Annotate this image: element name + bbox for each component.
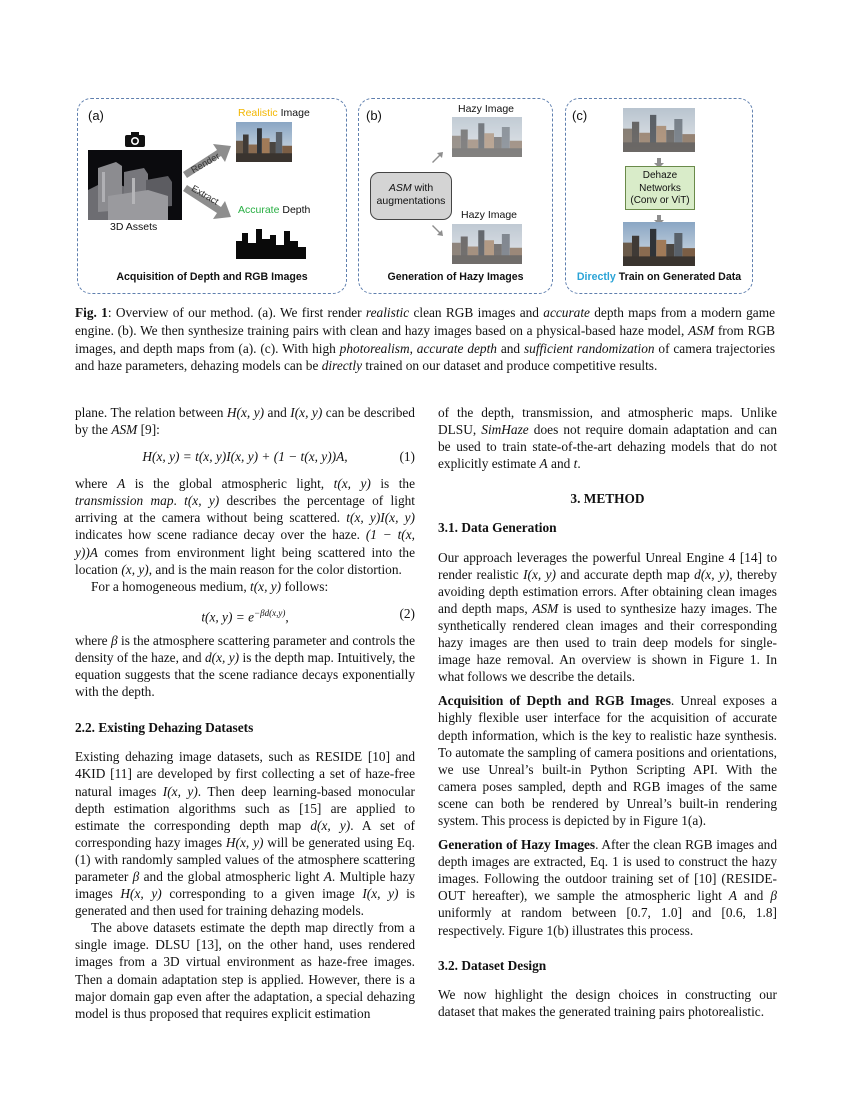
caption-em: photorealism — [339, 340, 410, 356]
left-paragraph-2: where A is the global atmospheric light, t(x, y) is the transmission map. t(x, y) describes the percentage of light arriving at the camera without being scattered. t(x, y)I(x, y) indicates how scene radiance decay over the haze. (1 − t(x, y))A comes from environment light being scattered into the location (x, y), and is the main reason for the color distortion. — [75, 476, 416, 577]
equation-2-number: (2) — [399, 605, 415, 621]
section-2-2-heading: 2.2. Existing Dehazing Datasets — [75, 720, 254, 736]
left-paragraph-6: The above datasets estimate the depth map directly from a single image. DLSU [13], on the other hand, uses rendered images from a 3D virtual environment as haze-free images. Then a domain adaptation step is applied. However, there is a major domain gap even after the adaptation, a special dehazing model is thus proposed that requires explicit estimation — [75, 920, 415, 1021]
equation-2-body: t(x, y) = e — [201, 609, 255, 625]
output-clean-image — [623, 222, 695, 266]
left-paragraph-4: where β is the atmosphere scattering parameter and controls the density of the haze, and d(x, y) is the depth map. Intuitively, the equation suggests that the scene radiance decays exponentially with the depth. — [75, 632, 416, 700]
panel-c-caption — [565, 271, 753, 283]
left-paragraph-3: For a homogeneous medium, t(x, y) follows: — [91, 578, 329, 594]
caption-text: and — [496, 340, 524, 356]
asm-with: with — [414, 182, 434, 194]
realistic-image-label — [238, 107, 310, 119]
section-3-2-heading: 3.2. Dataset Design — [438, 957, 547, 973]
panel-c-caption-rest: Train on Generated Data — [618, 271, 742, 283]
realistic-image — [236, 122, 292, 162]
right-column — [438, 404, 777, 1020]
hazy-image-top — [452, 117, 522, 157]
panel-b-tag: (b) — [366, 108, 382, 123]
realistic-word: Realistic — [238, 107, 278, 119]
left-column — [75, 404, 415, 1022]
caption-em: accurate — [543, 305, 590, 320]
accurate-depth-label — [238, 204, 310, 216]
asm-word: ASM — [388, 182, 412, 194]
figure-caption — [75, 304, 775, 375]
caption-em: directly — [321, 358, 363, 374]
caption-text: : Overview of our method. (a). We first render — [107, 305, 366, 320]
hazy-image-bottom-label: Hazy Image — [461, 209, 518, 221]
section-3-heading: 3. METHOD — [570, 491, 645, 507]
caption-em: realistic — [365, 305, 410, 320]
equation-1 — [75, 448, 415, 465]
section-3-1-heading: 3.1. Data Generation — [438, 520, 557, 536]
caption-text: of camera trajectories and haze parameters, dehazing models can be — [75, 340, 776, 374]
panel-a-caption: Acquisition of Depth and RGB Images — [116, 271, 308, 283]
right-paragraph-1: of the depth, transmission, and atmospheric maps. Unlike DLSU, SimHaze does not require domain adaptation and can be used to train state-of-the-art dehazing models that do not explicitly estimate A and t. — [438, 405, 777, 472]
3d-assets-label: 3D Assets — [110, 221, 158, 233]
panel-c-tag: (c) — [572, 108, 588, 123]
caption-text: clean RGB images and — [409, 305, 544, 320]
3d-assets-image — [88, 150, 182, 220]
right-paragraph-4: Generation of Hazy Images. After the clean RGB images and depth images are extracted, Eq. 1 is used to construct the hazy images. Following the outdoor training set of [10] (RESIDE-OUT hereafter), we sample the atmospheric light A and β uniformly at random between [0.7, 1.0] and [0.6, 1.8] respectively. Figure 1(b) illustrates this process. — [438, 837, 777, 938]
acquisition-runin-heading: Acquisition of Depth and RGB Images — [438, 693, 671, 709]
panel-b-caption: Generation of Hazy Images — [387, 271, 524, 283]
left-paragraph-1: plane. The relation between H(x, y) and I(x, y) can be described by the ASM [9]: — [75, 405, 415, 438]
up-arrow-icon — [430, 150, 444, 162]
caption-text: trained on our dataset and produce competitive results. — [362, 358, 658, 374]
caption-fig-label: Fig. 1 — [75, 305, 108, 320]
caption-em: sufficient randomization — [523, 340, 655, 356]
caption-text: depth maps from a modern game engine. (b). We then synthesize training pairs with clean and hazy images based on a physical-based haze model, — [75, 305, 776, 338]
depth-word: Depth — [282, 204, 311, 216]
right-paragraph-3: Acquisition of Depth and RGB Images. Unreal exposes a highly flexible user interface for the acquisition of accurate depth information, which is the key to realistic haze synthesis. To automate the sampling of camera positions and orientations, we use Unreal’s built-in Python Scripting API. With the camera poses sampled, depth and RGB images of the same scene can both be rendered by Unreal’s built-in rendering system. This process is depicted by in Figure 1(a). — [438, 693, 777, 828]
caption-text: , — [409, 340, 417, 356]
left-paragraph-5: Existing dehazing image datasets, such as RESIDE [10] and 4KID [11] are developed by first collecting a set of haze-free natural images I(x, y). Then deep learning-based monocular depth estimation algorithms such as [15] are applied to estimate the corresponding depth map d(x, y). A set of corresponding hazy images H(x, y) will be generated using Eq. (1) with randomly sampled values of the atmosphere scattering parameter β and the global atmospheric light A. Multiple hazy images H(x, y) corresponding to a given image I(x, y) is generated and then used for training dehazing models. — [75, 749, 416, 919]
hazy-image-bottom — [452, 224, 522, 264]
dehaze-line1: Dehaze — [642, 170, 678, 181]
extract-label: Extract — [189, 183, 221, 208]
right-paragraph-2: Our approach leverages the powerful Unreal Engine 4 [14] to render realistic I(x, y) and accurate depth map d(x, y), thereby avoiding depth estimation errors. After obtaining clean images and depth maps, ASM is used to synthesize hazy images. The synthetically rendered clean images and their corresponding hazy images are then used to train deep models for single-image haze removal. An overview is shown in Figure 1. In what follows we describe the details. — [438, 549, 778, 685]
equation-2: t(x, $y) = e^{-\beta d(x,y)}$, (2) — [201, 605, 415, 625]
image-word: Image — [280, 107, 310, 119]
directly-word: Directly — [576, 271, 616, 283]
equation-1-body: H(x, y) = t(x, y)I(x, y) + (1 − t(x, y))A, — [142, 449, 348, 465]
render-label: Render — [189, 150, 222, 177]
caption-em: accurate depth — [416, 340, 497, 356]
down-arrow-icon — [430, 224, 444, 236]
asm-line2: augmentations — [376, 195, 446, 207]
input-hazy-image — [623, 108, 695, 152]
dehaze-line3: (Conv or ViT) — [630, 195, 690, 206]
equation-2-exponent: −βd(x,y) — [254, 607, 286, 618]
caption-em: ASM — [688, 322, 715, 338]
down-arrow-icon-c2 — [654, 212, 664, 222]
dehaze-networks-box — [625, 166, 695, 210]
down-arrow-icon-c1 — [654, 155, 664, 165]
depth-image — [236, 219, 306, 259]
equation-1-number: (1) — [399, 449, 415, 465]
generation-runin-heading: Generation of Hazy Images — [438, 837, 596, 853]
right-paragraph-5: We now highlight the design choices in constructing our dataset that makes the generated training pairs photorealistic. — [438, 986, 777, 1019]
panel-a-tag: (a) — [88, 108, 104, 123]
dehaze-line2: Networks — [639, 182, 681, 194]
accurate-word: Accurate — [238, 204, 280, 216]
hazy-image-top-label: Hazy Image — [458, 103, 515, 115]
asm-box — [370, 172, 452, 220]
camera-icon — [124, 132, 146, 148]
caption-text: from RGB images, and depth maps from (a). (c). With high — [75, 322, 775, 356]
